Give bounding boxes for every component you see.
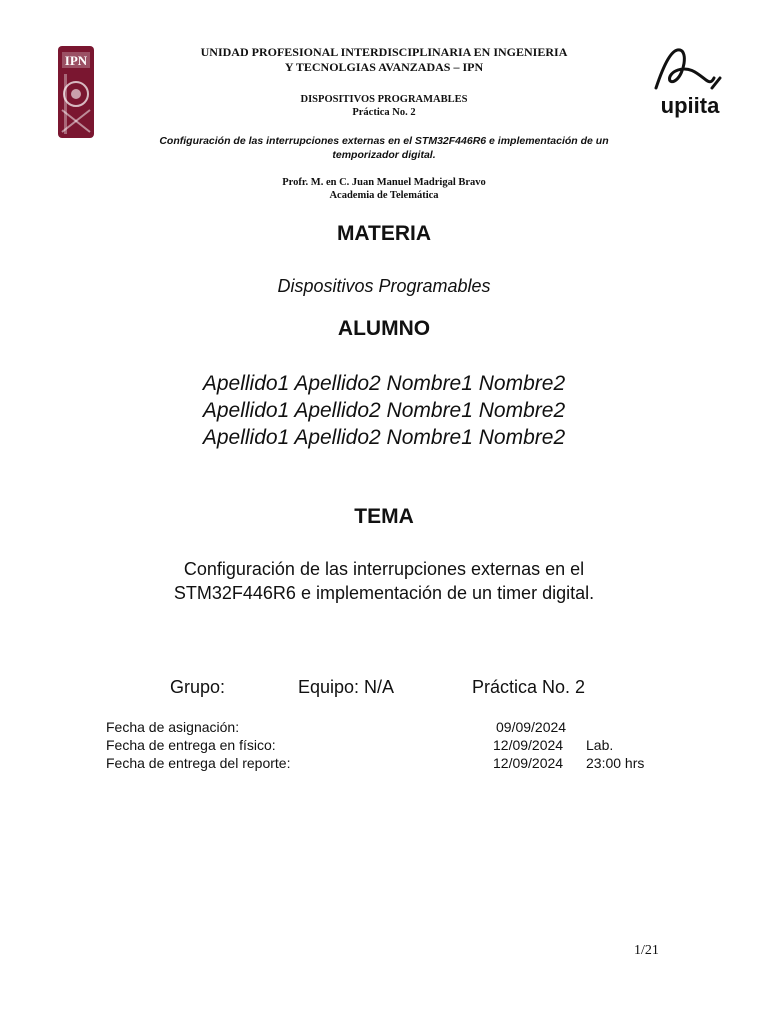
student-name-1: Apellido1 Apellido2 Nombre1 Nombre2 [202,372,566,395]
tema-line-2: STM32F446R6 e implementación de un timer digital. [173,583,595,603]
institution-line-2: Y TECNOLGIAS AVANZADAS – IPN [284,60,484,74]
course-name: DISPOSITIVOS PROGRAMABLES [300,94,468,105]
ipn-logo-text: IPN [64,53,88,68]
upiita-logo-text: upiita [660,93,720,118]
equipo-label: Equipo: N/A [298,677,395,697]
subtitle-line-2: temporizador digital. [332,149,436,161]
alumno-heading: ALUMNO [337,317,431,340]
date-value-physical: 12/09/2024 [493,737,564,753]
tema-line-1: Configuración de las interrupciones externas en el [183,559,585,579]
student-name-3: Apellido1 Apellido2 Nombre1 Nombre2 [202,426,566,449]
academy-name: Academia de Telemática [329,190,439,201]
date-label-assignment: Fecha de asignación: [106,719,240,735]
materia-heading: MATERIA [336,222,432,245]
student-name-2: Apellido1 Apellido2 Nombre1 Nombre2 [202,399,566,422]
practica-label: Práctica No. 2 [472,677,586,697]
grupo-label: Grupo: [170,677,226,697]
materia-value: Dispositivos Programables [277,276,491,296]
date-label-physical: Fecha de entrega en físico: [106,737,276,753]
institution-line-1: UNIDAD PROFESIONAL INTERDISCIPLINARIA EN INGENIERIA [200,45,568,59]
date-value-assignment: 09/09/2024 [496,719,567,735]
page-number: 1/21 [634,943,659,958]
professor-name: Profr. M. en C. Juan Manuel Madrigal Bravo [282,177,486,188]
practice-number: Práctica No. 2 [352,107,416,118]
date-label-report: Fecha de entrega del reporte: [106,755,291,771]
tema-heading: TEMA [354,505,414,528]
date-value-report: 12/09/2024 [493,755,564,771]
date-extra-report: 23:00 hrs [586,755,645,771]
date-extra-physical: Lab. [586,737,614,753]
subtitle-line-1: Configuración de las interrupciones externas en el STM32F446R6 e implementación de un [159,135,609,147]
